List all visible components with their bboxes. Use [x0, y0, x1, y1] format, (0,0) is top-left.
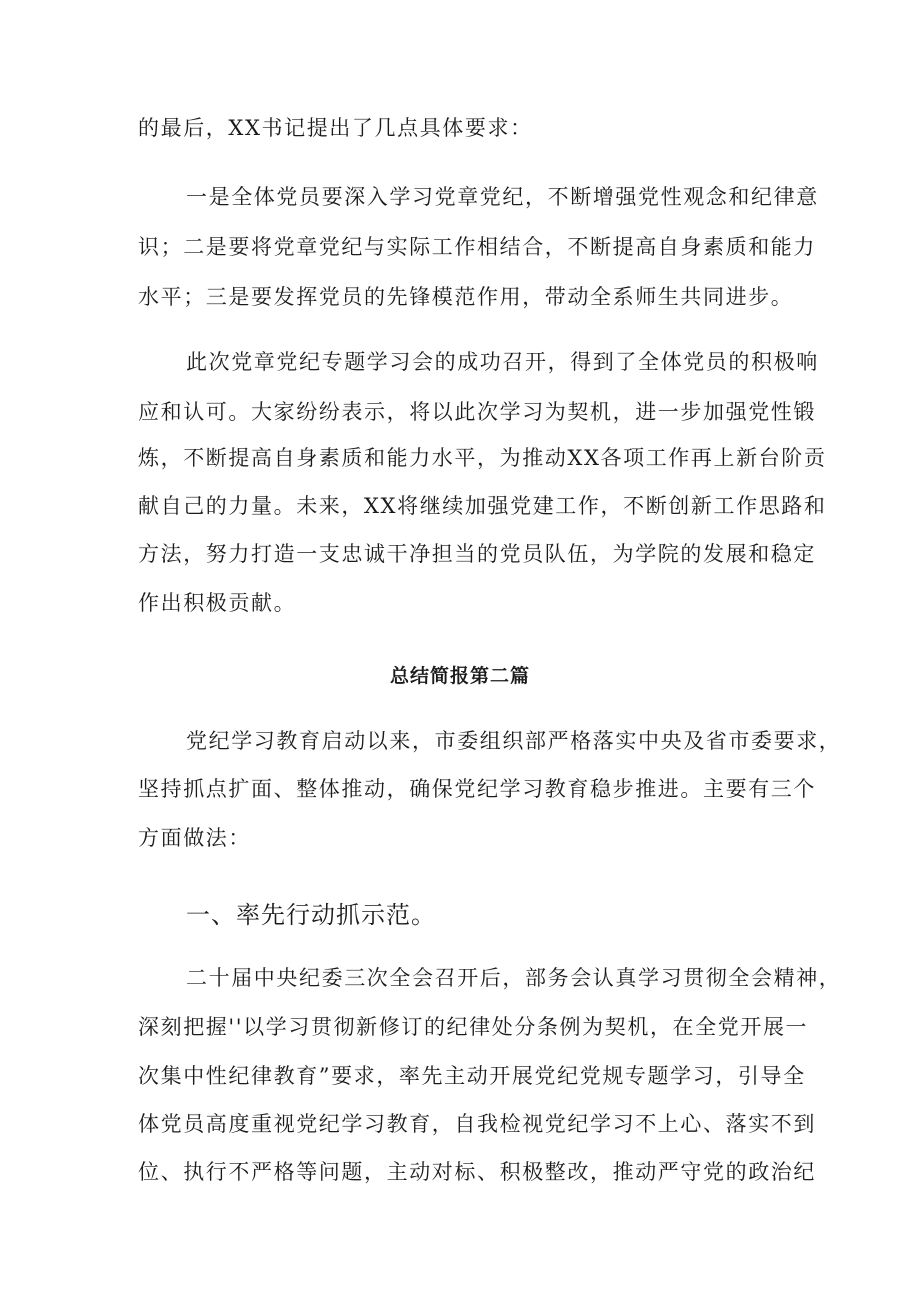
second-intro-line-1: 党纪学习教育启动以来，市委组织部严格落实中央及省市委要求，	[186, 729, 842, 753]
success-line-5: 方法，努力打造一支忠诚干净担当的党员队伍，为学院的发展和稳定	[138, 542, 816, 566]
success-line-2: 应和认可。大家纷纷表示，将以此次学习为契机，进一步加强党性锻	[138, 400, 816, 424]
success-line-4: 献自己的力量。未来，XX将继续加强党建工作，不断创新工作思路和	[138, 494, 827, 518]
success-line-1: 此次党章党纪专题学习会的成功召开，得到了全体党员的积极响	[186, 350, 819, 374]
requirements-line-3: 水平；三是要发挥党员的先锋模范作用，带动全系师生共同进步。	[138, 285, 794, 309]
heading-one: 一、率先行动抓示范。	[186, 901, 436, 929]
intro-line-1: 的最后，XX书记提出了几点具体要求：	[138, 116, 533, 140]
second-intro-line-2: 坚持抓点扩面、整体推动，确保党纪学习教育稳步推进。主要有三个	[138, 777, 816, 801]
success-line-3: 炼，不断提高自身素质和能力水平，为推动XX各项工作再上新台阶贡	[138, 446, 827, 470]
heading-one-line-5: 位、执行不严格等问题，主动对标、积极整改，推动严守党的政治纪	[138, 1160, 816, 1184]
section-title: 总结简报第二篇	[389, 665, 530, 687]
heading-one-line-3: 次集中性纪律教育”要求，率先主动开展党纪党规专题学习，引导全	[138, 1064, 806, 1088]
requirements-line-1: 一是全体党员要深入学习党章党纪，不断增强党性观念和纪律意	[186, 185, 819, 209]
heading-one-line-1: 二十届中央纪委三次全会召开后，部务会认真学习贯彻全会精神，	[186, 966, 842, 990]
second-intro-line-3: 方面做法：	[138, 826, 251, 850]
heading-one-line-4: 体党员高度重视党纪学习教育，自我检视党纪学习不上心、落实不到	[138, 1112, 816, 1136]
requirements-line-2: 识；二是要将党章党纪与实际工作相结合，不断提高自身素质和能力	[138, 235, 816, 259]
heading-one-line-2: 深刻把握''以学习贯彻新修订的纪律处分条例为契机，在全党开展一	[138, 1015, 809, 1039]
success-line-6: 作出积极贡献。	[138, 591, 297, 615]
